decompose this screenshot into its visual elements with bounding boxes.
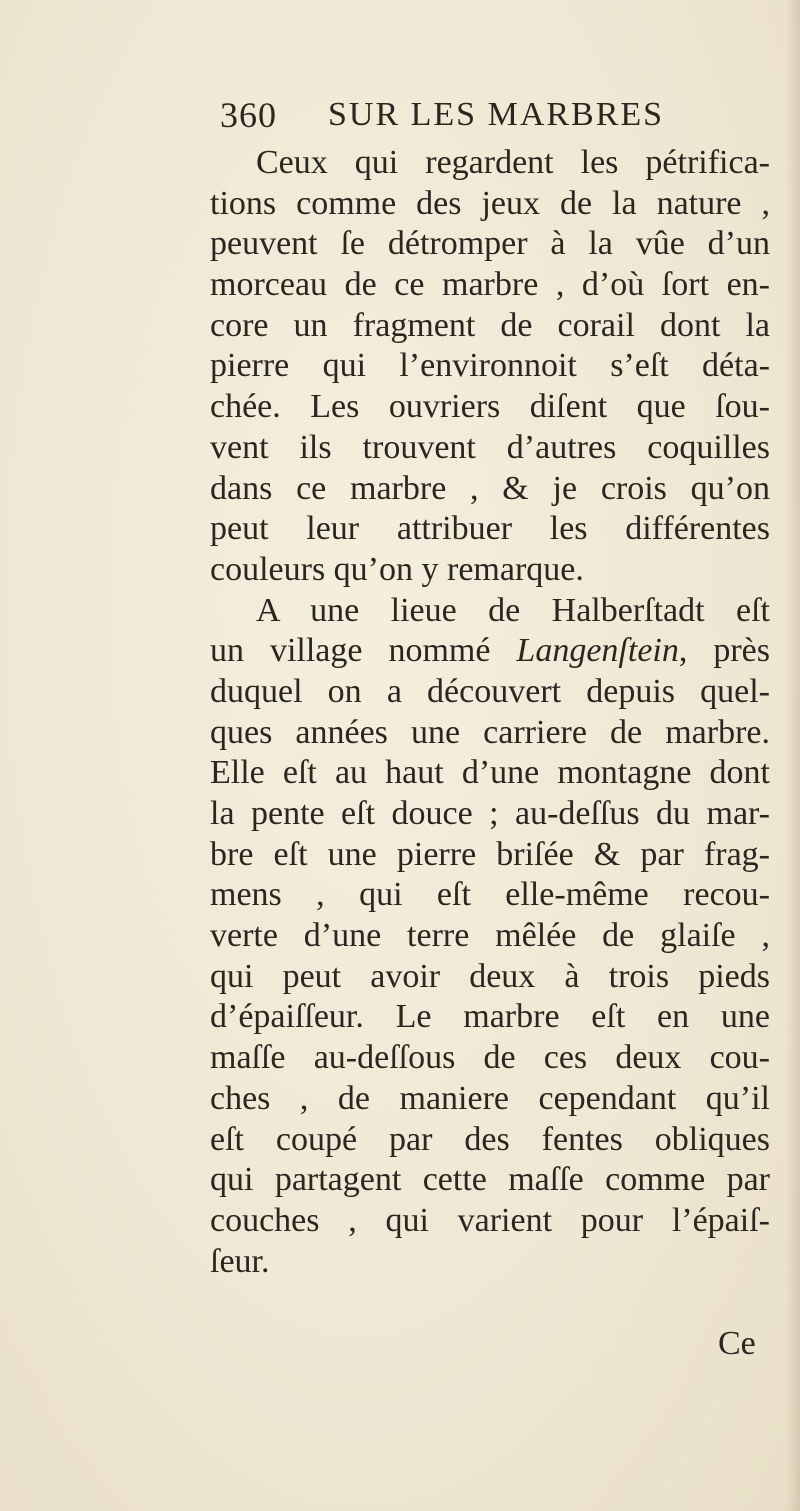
text-line: dans ce marbre , & je crois qu’on <box>210 469 770 507</box>
place-name: Langenſtein <box>516 632 679 670</box>
text-line: core un fragment de corail dont la <box>210 306 770 344</box>
text-line: couches , qui varient pour l’épaiſ- <box>210 1201 770 1239</box>
text-line: Ceux qui regardent les pétrifica- <box>256 144 770 181</box>
body-text <box>210 143 770 1282</box>
text-line: A une lieue de Halberſtadt eſt <box>256 591 770 629</box>
text-line: morceau de ce marbre , d’où ſort en- <box>210 266 770 304</box>
paragraph-1 <box>210 143 770 591</box>
text-line: peuvent ſe détromper à la vûe d’un <box>210 225 770 263</box>
text-line: Elle eſt au haut d’une montagne dont <box>210 754 770 792</box>
text-line: verte d’une terre mêlée de glaiſe , <box>210 917 770 955</box>
text-line: d’épaiſſeur. Le marbre eſt en une <box>210 998 770 1036</box>
text-line: ques années une carriere de marbre. <box>210 713 770 751</box>
text-line: ſeur. <box>210 1242 270 1280</box>
text-line: duquel on a découvert depuis quel- <box>210 672 770 710</box>
text-line: mens , qui eſt elle-même recou- <box>210 876 770 914</box>
page-edge-shadow <box>786 0 800 1511</box>
text-line: pierre qui l’environnoit s’eſt déta- <box>210 347 770 385</box>
text-line: maſſe au-deſſous de ces deux cou- <box>210 1039 770 1077</box>
catchword: Ce <box>718 1325 756 1362</box>
running-head: SUR LES MARBRES <box>328 96 665 133</box>
text-line: qui partagent cette maſſe comme par <box>210 1161 770 1199</box>
page-header <box>220 92 760 144</box>
text-line: peut leur attribuer les différentes <box>210 510 770 548</box>
text-line: tions comme des jeux de la nature , <box>210 184 770 222</box>
text-line: ches , de maniere cependant qu’il <box>210 1079 770 1117</box>
text-line: qui peut avoir deux à trois pieds <box>210 957 770 995</box>
text-line: la pente eſt douce ; au-deſſus du mar- <box>210 795 770 832</box>
text-line: vent ils trouvent d’autres coquilles <box>210 428 770 466</box>
paragraph-2 <box>210 591 770 1283</box>
text-line: un village nommé Langenſtein, près <box>210 632 770 670</box>
page-number: 360 <box>220 95 277 135</box>
text-line: bre eſt une pierre briſée & par frag- <box>210 835 770 873</box>
text-line: eſt coupé par des fentes obliques <box>210 1120 770 1158</box>
text-line: chée. Les ouvriers diſent que ſou- <box>210 388 770 426</box>
text-line: couleurs qu’on y remarque. <box>210 550 584 588</box>
